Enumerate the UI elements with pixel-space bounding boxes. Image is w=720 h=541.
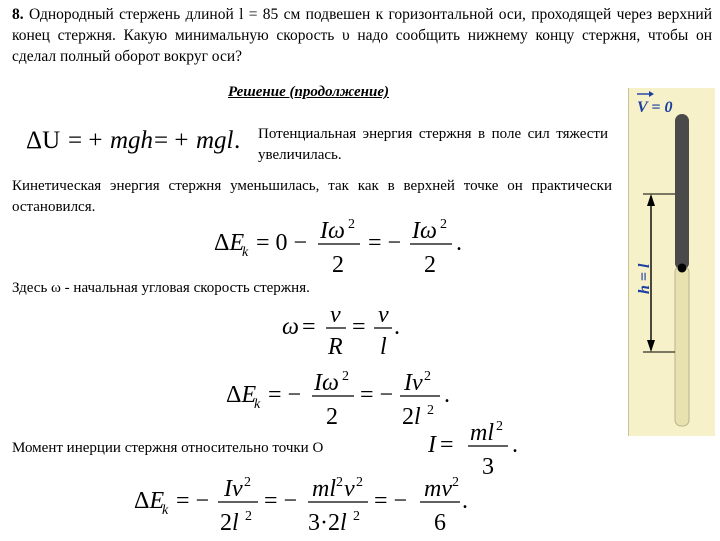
- svg-text:2: 2: [342, 369, 349, 384]
- svg-text:= −: = −: [268, 382, 302, 408]
- svg-text:ml: ml: [312, 476, 336, 502]
- figure-panel: [628, 88, 715, 436]
- svg-text:Iω: Iω: [412, 218, 437, 244]
- formula-omega: [282, 300, 422, 365]
- h-label: h = l: [636, 263, 653, 294]
- svg-text:.: .: [234, 127, 241, 154]
- v-label: V = 0: [637, 99, 673, 116]
- rod-upper: [675, 114, 689, 270]
- svg-text:mgh: mgh: [110, 127, 154, 154]
- problem-number: 8.: [12, 6, 24, 23]
- svg-text:3·2l: 3·2l: [308, 510, 347, 536]
- svg-text:2: 2: [440, 217, 447, 232]
- svg-text:Iω: Iω: [314, 370, 339, 396]
- svg-text:l: l: [380, 334, 387, 360]
- svg-text:Iv: Iv: [404, 370, 423, 396]
- svg-text:.: .: [462, 488, 468, 514]
- svg-text:2: 2: [244, 475, 251, 490]
- svg-text:= +: = +: [154, 127, 189, 154]
- problem-text: Однородный стержень длиной l = 85 см подвешен к горизонтальной оси, проходящей через верхний конец стержня. Какую минимальную скорость υ надо сообщить нижнему концу стержня, чтобы он сделал полный оборот вокруг оси?: [12, 6, 712, 65]
- svg-text:=: =: [352, 314, 366, 340]
- svg-text:.: .: [394, 314, 400, 340]
- svg-text:2: 2: [245, 509, 252, 524]
- svg-text:= −: = −: [360, 382, 394, 408]
- svg-text:ml: ml: [470, 420, 494, 446]
- svg-text:k: k: [162, 503, 169, 518]
- svg-text:2: 2: [424, 369, 431, 384]
- svg-text:mv: mv: [424, 476, 452, 502]
- svg-text:= −: = −: [374, 488, 408, 514]
- formula-delta-ek-1-svg: [214, 210, 474, 280]
- formula-delta-ek-2: [226, 362, 456, 437]
- svg-text:ΔE: ΔE: [214, 230, 245, 256]
- svg-text:2: 2: [332, 252, 344, 278]
- svg-text:v: v: [330, 302, 341, 328]
- potential-energy-text: Потенциальная энергия стержня в поле сил тяжести увеличилась.: [258, 126, 608, 163]
- svg-text:2: 2: [424, 252, 436, 278]
- svg-text:k: k: [242, 245, 249, 260]
- svg-text:mgl: mgl: [196, 127, 234, 154]
- kinetic-energy-text: Кинетическая энергия стержня уменьшилась, так как в верхней точке он практически остановился.: [12, 178, 612, 215]
- svg-text:= +: = +: [68, 127, 103, 154]
- svg-text:.: .: [444, 382, 450, 408]
- svg-text:Iv: Iv: [224, 476, 243, 502]
- svg-text:R: R: [328, 334, 343, 360]
- svg-text:I: I: [428, 432, 436, 458]
- solution-heading: Решение (продолжение): [228, 84, 389, 100]
- omega-text: Здесь ω - начальная угловая скорость стержня.: [12, 280, 310, 296]
- formula-delta-ek-2-svg: [226, 362, 456, 432]
- formula-delta-ek-3: [134, 470, 474, 541]
- svg-text:ω: ω: [282, 314, 299, 340]
- svg-text:k: k: [254, 397, 261, 412]
- svg-text:= −: = −: [176, 488, 210, 514]
- formula-delta-u-svg: [26, 118, 246, 162]
- svg-text:2: 2: [427, 403, 434, 418]
- svg-text:2: 2: [348, 217, 355, 232]
- svg-text:2l: 2l: [220, 510, 239, 536]
- formula-delta-u: [26, 118, 246, 167]
- svg-text:2: 2: [452, 475, 459, 490]
- svg-text:=: =: [302, 314, 316, 340]
- svg-text:.: .: [456, 230, 462, 256]
- formula-omega-svg: [282, 300, 422, 360]
- rod-figure: [629, 88, 715, 436]
- svg-text:v: v: [344, 476, 355, 502]
- svg-text:2: 2: [356, 475, 363, 490]
- formula-delta-ek-3-svg: [134, 470, 474, 536]
- svg-text:2: 2: [496, 419, 503, 434]
- pivot-point: [678, 264, 687, 273]
- svg-text:2l: 2l: [402, 404, 421, 430]
- problem-statement: [12, 4, 712, 67]
- rod-lower: [675, 266, 689, 426]
- svg-text:= −: = −: [368, 230, 402, 256]
- svg-text:3: 3: [482, 454, 494, 480]
- formula-delta-ek-1: [214, 210, 474, 285]
- svg-text:2: 2: [326, 404, 338, 430]
- svg-text:= −: = −: [264, 488, 298, 514]
- svg-text:ΔE: ΔE: [226, 382, 257, 408]
- svg-text:ΔE: ΔE: [134, 488, 165, 514]
- svg-text:=: =: [440, 432, 454, 458]
- inertia-text: Момент инерции стержня относительно точки О: [12, 440, 324, 456]
- svg-text:Iω: Iω: [320, 218, 345, 244]
- svg-text:2: 2: [336, 475, 343, 490]
- svg-text:v: v: [378, 302, 389, 328]
- svg-text:2: 2: [353, 509, 360, 524]
- svg-text:6: 6: [434, 510, 446, 536]
- svg-text:.: .: [512, 432, 518, 458]
- svg-text:ΔU: ΔU: [26, 127, 61, 154]
- svg-text:= 0 −: = 0 −: [256, 230, 308, 256]
